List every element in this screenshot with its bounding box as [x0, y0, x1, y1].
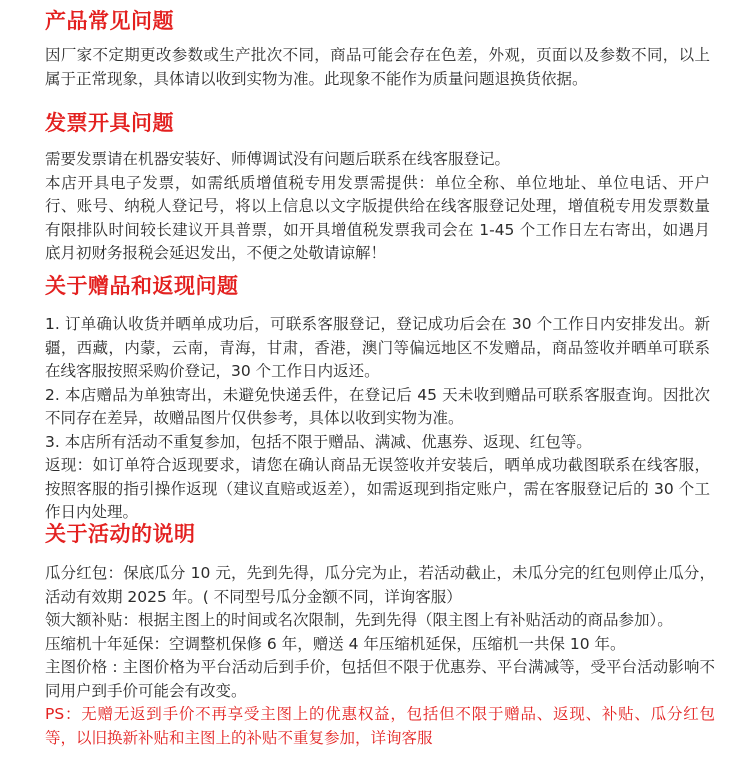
section-body-activity: [45, 562, 715, 750]
paragraph: 本店开具电子发票，如需纸质增值税专用发票需提供：单位全称、单位地址、单位电话、开户行、账号、纳税人登记号，将以上信息以文字版提供给在线客服登记处理，增值税专用发票数量有限排队时间较长建议开具普票，如开具增值税发票我司会在 1-45 个工作日左右寄出，如遇月底月初财务报税会延迟发出，不便之处敬请谅解！: [45, 173, 710, 262]
section-body-gifts-cashback: [45, 313, 710, 525]
paragraph: 需要发票请在机器安装好、师傅调试没有问题后联系在线客服登记。: [45, 150, 511, 168]
paragraph: 领大额补贴：根据主图上的时间或名次限制，先到先得（限主图上有补贴活动的商品参加）。: [45, 611, 673, 629]
section-title-invoice: 发票开具问题: [45, 111, 174, 135]
section-title-product-faq: 产品常见问题: [45, 9, 174, 33]
paragraph: 返现：如订单符合返现要求，请您在确认商品无误签收并安装后，晒单成功截图联系在线客服，按照客服的指引操作返现（建议直赔或返差），如需返现到指定账户，需在客服登记后的 30 个工作日内处理。: [45, 456, 710, 521]
paragraph: 1. 订单确认收货并晒单成功后，可联系客服登记，登记成功后会在 30 个工作日内安排发出。新疆，西藏，内蒙，云南，青海，甘肃，香港，澳门等偏远地区不发赠品，商品签收并晒单可联系在线客服按照采购价登记，30 个工作日内返还。: [45, 315, 710, 380]
paragraph: 3. 本店所有活动不重复参加，包括不限于赠品、满减、优惠券、返现、红包等。: [45, 432, 592, 451]
ps-notice: PS：无赠无返到手价不再享受主图上的优惠权益，包括但不限于赠品、返现、补贴、瓜分红包等，以旧换新补贴和主图上的补贴不重复参加，详询客服: [45, 705, 715, 747]
paragraph: 主图价格 : 主图价格为平台活动后到手价，包括但不限于优惠券、平台满减等，受平台活动影响不同用户到手价可能会有改变。: [45, 658, 715, 700]
section-body-product-faq: [45, 44, 710, 91]
paragraph: 瓜分红包：保底瓜分 10 元，先到先得，瓜分完为止，若活动截止，未瓜分完的红包则停止瓜分，活动有效期 2025 年。( 不同型号瓜分金额不同，详询客服）: [45, 564, 715, 606]
section-title-activity: 关于活动的说明: [45, 522, 196, 546]
paragraph: 因厂家不定期更改参数或生产批次不同，商品可能会存在色差，外观，页面以及参数不同，以上属于正常现象，具体请以收到实物为准。此现象不能作为质量问题退换货依据。: [45, 46, 710, 88]
section-body-invoice: [45, 148, 710, 266]
paragraph: 压缩机十年延保：空调整机保修 6 年，赠送 4 年压缩机延保，压缩机一共保 10 年。: [45, 634, 626, 653]
section-title-gifts-cashback: 关于赠品和返现问题: [45, 274, 239, 298]
paragraph: 2. 本店赠品为单独寄出，未避免快递丢件，在登记后 45 天未收到赠品可联系客服查询。因批次不同存在差异，故赠品图片仅供参考，具体以收到实物为准。: [45, 385, 710, 427]
